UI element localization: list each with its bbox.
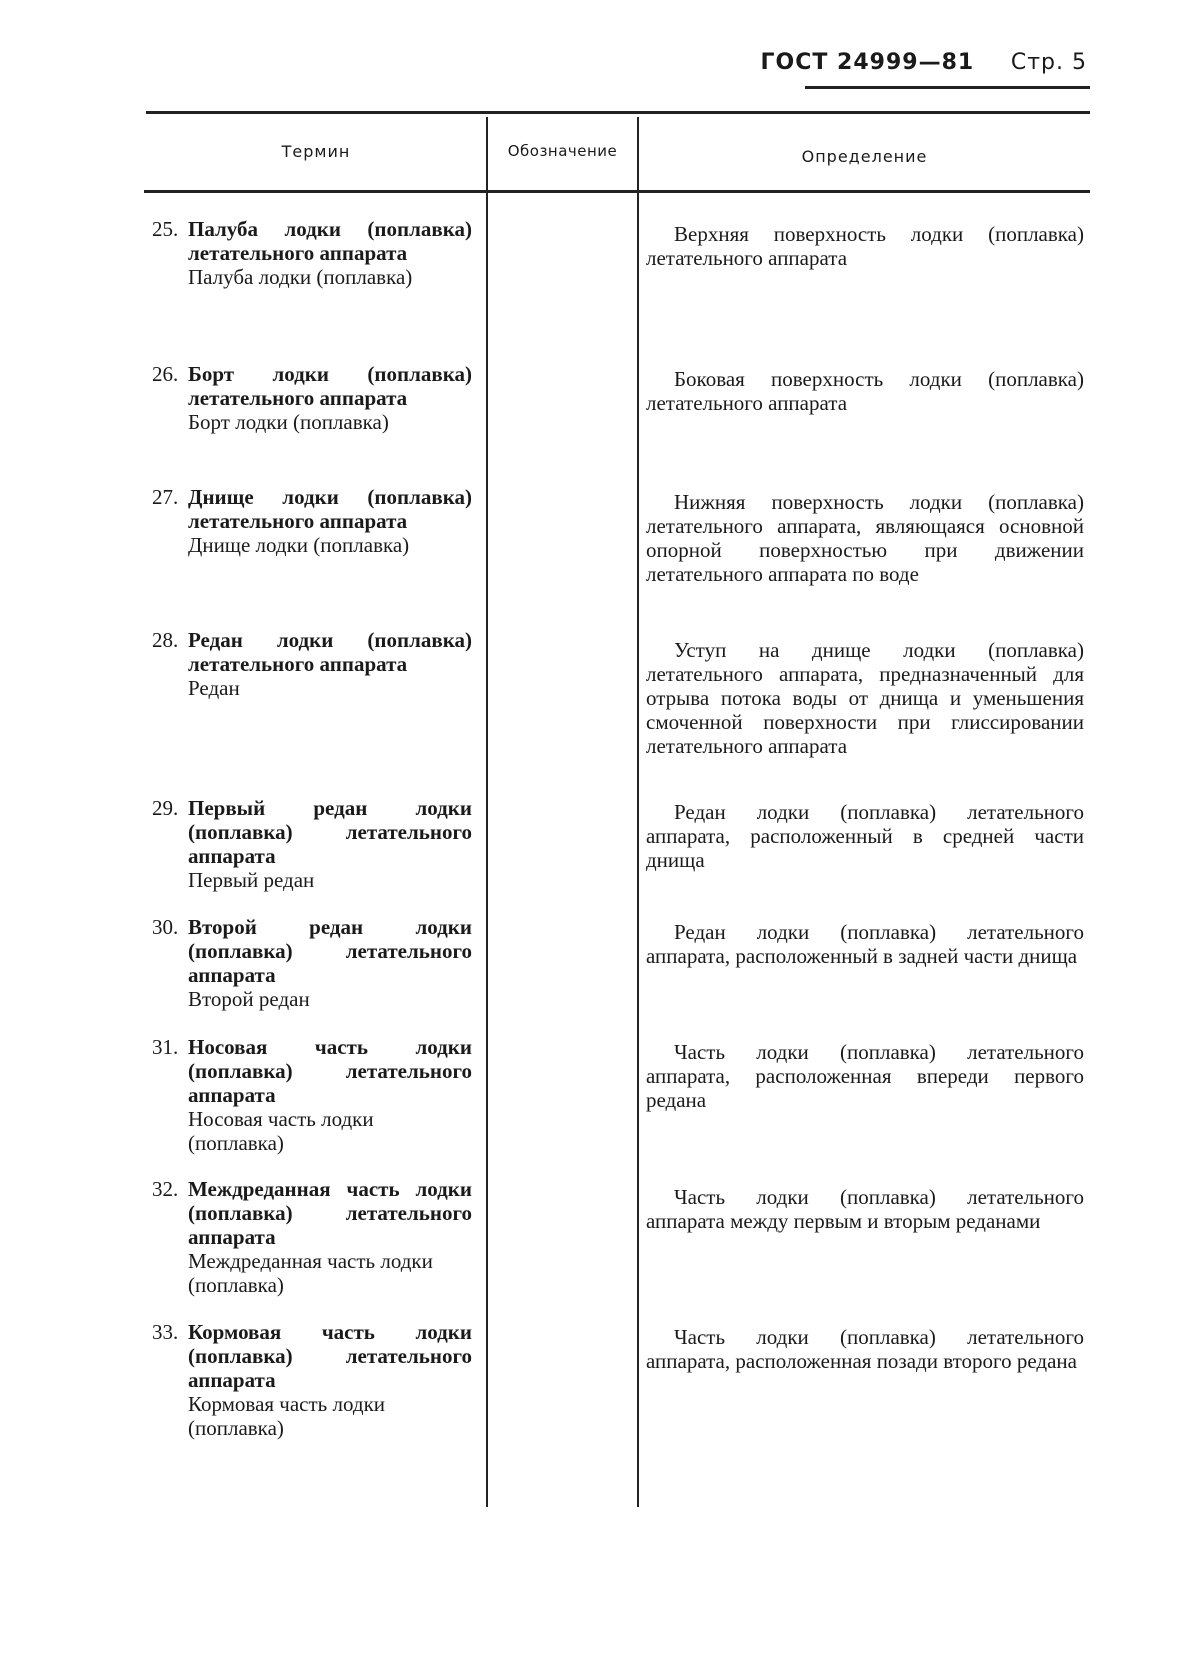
column-divider-1 [486, 117, 488, 1507]
term-number: 26. [152, 362, 179, 386]
definition-row-28: Уступ на днище лодки (поплавка) летательного аппарата, предназначенный для отрыва потока воды от днища и уменьшения смоченной поверхности при глиссировании летательного аппарата [646, 638, 1084, 758]
term-short-form: Днище лодки (поплавка) [188, 533, 410, 557]
column-header-definition: Определение [801, 147, 928, 166]
term-row-28 [152, 628, 472, 700]
term-name: Первый редан лодки (поплавка) летательного аппарата [188, 796, 472, 868]
term-short-form: Носовая часть лодки (поплавка) [188, 1107, 374, 1155]
definition-row-32: Часть лодки (поплавка) летательного аппарата между первым и вторым реданами [646, 1185, 1084, 1233]
term-name: Кормовая часть лодки (поплавка) летательного аппарата [188, 1320, 472, 1392]
definition-row-25: Верхняя поверхность лодки (поплавка) летательного аппарата [646, 222, 1084, 270]
definition-row-26: Боковая поверхность лодки (поплавка) летательного аппарата [646, 367, 1084, 415]
page-number: Стр. 5 [1010, 50, 1087, 75]
term-name: Междреданная часть лодки (поплавка) летательного аппарата [188, 1177, 472, 1249]
term-name: Борт лодки (поплавка) летательного аппарата [188, 362, 472, 410]
column-header-designation: Обозначение [507, 142, 618, 160]
definition-row-29: Редан лодки (поплавка) летательного аппарата, расположенный в средней части днища [646, 800, 1084, 872]
page-header [761, 50, 1087, 75]
definition-row-27: Нижняя поверхность лодки (поплавка) летательного аппарата, являющаяся основной опорной поверхностью при движении летательного аппарата по воде [646, 490, 1084, 586]
term-row-26 [152, 362, 472, 434]
term-row-30 [152, 915, 472, 1011]
table-header-rule [144, 190, 1090, 193]
term-number: 30. [152, 915, 179, 939]
term-number: 27. [152, 485, 179, 509]
header-rule [805, 86, 1090, 89]
term-short-form: Кормовая часть лодки (поплавка) [188, 1392, 386, 1440]
column-divider-2 [637, 117, 639, 1507]
term-short-form: Редан [188, 676, 240, 700]
term-name: Днище лодки (поплавка) летательного аппарата [188, 485, 472, 533]
definition-row-30: Редан лодки (поплавка) летательного аппарата, расположенный в задней части днища [646, 920, 1084, 968]
table-top-rule [146, 111, 1090, 114]
term-number: 28. [152, 628, 179, 652]
column-header-term: Термин [281, 142, 351, 161]
term-short-form: Междреданная часть лодки (поплавка) [188, 1249, 433, 1297]
standard-number: ГОСТ 24999—81 [760, 50, 975, 75]
term-number: 29. [152, 796, 179, 820]
term-name: Второй редан лодки (поплавка) летательного аппарата [188, 915, 472, 987]
term-row-27 [152, 485, 472, 557]
term-short-form: Второй редан [188, 987, 310, 1011]
term-row-29 [152, 796, 472, 892]
term-short-form: Первый редан [188, 868, 315, 892]
term-number: 31. [152, 1035, 179, 1059]
definition-row-31: Часть лодки (поплавка) летательного аппарата, расположенная впереди первого редана [646, 1040, 1084, 1112]
term-number: 25. [152, 217, 179, 241]
term-row-32 [152, 1177, 472, 1297]
term-row-31 [152, 1035, 472, 1155]
term-row-33 [152, 1320, 472, 1440]
term-name: Носовая часть лодки (поплавка) летательного аппарата [188, 1035, 472, 1107]
term-name: Палуба лодки (поплавка) летательного аппарата [188, 217, 472, 265]
term-short-form: Борт лодки (поплавка) [188, 410, 389, 434]
definition-row-33: Часть лодки (поплавка) летательного аппарата, расположенная позади второго редана [646, 1325, 1084, 1373]
term-number: 33. [152, 1320, 179, 1344]
term-name: Редан лодки (поплавка) летательного аппарата [188, 628, 472, 676]
term-short-form: Палуба лодки (поплавка) [188, 265, 413, 289]
term-row-25 [152, 217, 472, 289]
term-number: 32. [152, 1177, 179, 1201]
